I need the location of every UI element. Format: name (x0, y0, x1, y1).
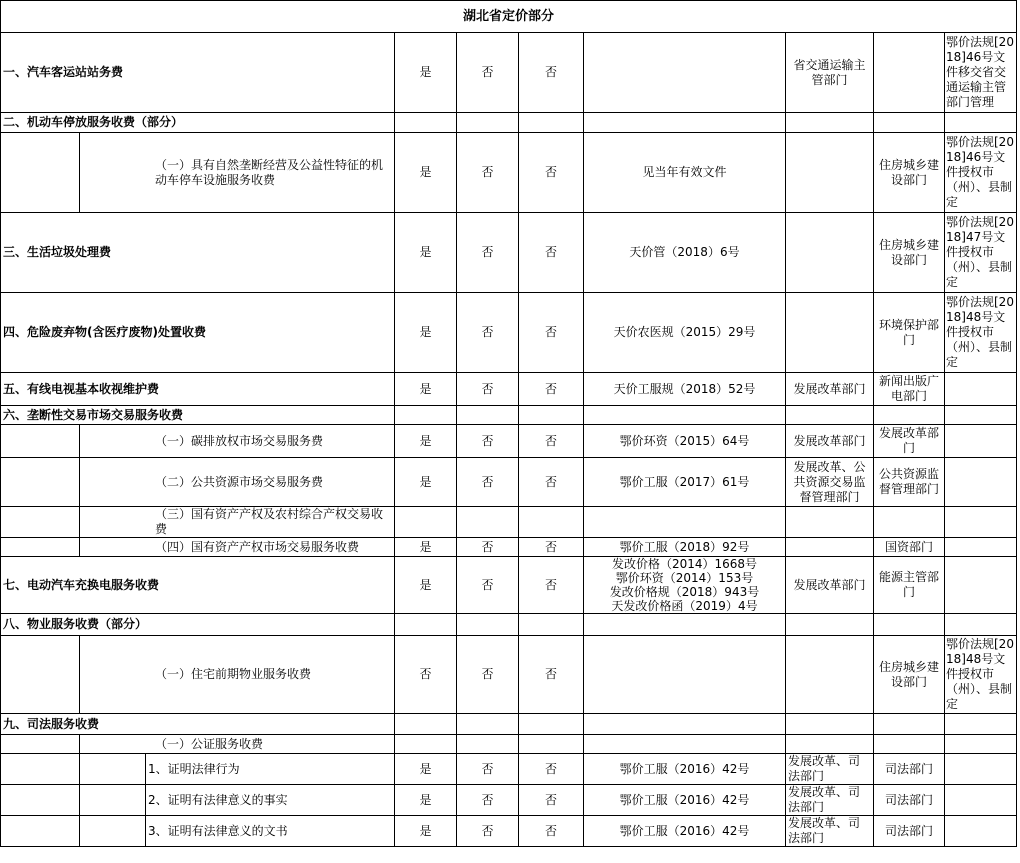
cell-col-a: 是 (395, 754, 457, 785)
item-name: （一）碳排放权市场交易服务费 (80, 425, 395, 458)
cell-document: 天价农医规（2015）29号 (584, 293, 786, 373)
table-row (1, 133, 1017, 213)
item-name: 3、证明有法律意义的文书 (146, 816, 395, 847)
cell-col-b: 否 (457, 293, 519, 373)
cell-col-a: 是 (395, 133, 457, 213)
item-name: 一、汽车客运站站务费 (1, 33, 395, 113)
cell-dept-primary: 发展改革、公共资源交易监督管理部门 (786, 458, 874, 507)
cell-basis (945, 785, 1017, 816)
cell-dept-secondary: 环境保护部门 (874, 293, 945, 373)
cell-col-c: 否 (519, 33, 584, 113)
doc-line: 天发改价格函（2019）4号 (611, 599, 758, 613)
cell-col-a: 否 (395, 636, 457, 714)
cell-document: 鄂价工服（2016）42号 (584, 816, 786, 847)
cell-dept-primary (786, 293, 874, 373)
cell-basis (945, 458, 1017, 507)
table-row (1, 406, 1017, 425)
cell-dept-primary (786, 538, 874, 557)
cell-dept-secondary: 司法部门 (874, 754, 945, 785)
cell-col-b: 否 (457, 636, 519, 714)
table-row (1, 636, 1017, 714)
cell-col-c: 否 (519, 425, 584, 458)
cell-col-a: 是 (395, 33, 457, 113)
cell-document: 天价管（2018）6号 (584, 213, 786, 293)
cell-dept-primary: 发展改革部门 (786, 425, 874, 458)
cell-col-a: 是 (395, 458, 457, 507)
cell-dept-secondary: 住房城乡建设部门 (874, 213, 945, 293)
cell-document: 鄂价工服（2018）92号 (584, 538, 786, 557)
cell-basis (945, 557, 1017, 614)
cell-col-a: 是 (395, 213, 457, 293)
item-name: （二）公共资源市场交易服务费 (80, 458, 395, 507)
item-name: 1、证明法律行为 (146, 754, 395, 785)
cell-dept-secondary: 住房城乡建设部门 (874, 636, 945, 714)
cell-col-c: 否 (519, 213, 584, 293)
cell-col-c: 否 (519, 557, 584, 614)
section-header: 八、物业服务收费（部分） (1, 614, 395, 636)
item-name: 三、生活垃圾处理费 (1, 213, 395, 293)
section-header: 六、垄断性交易市场交易服务收费 (1, 406, 395, 425)
item-name: （一）具有自然垄断经营及公益性特征的机动车停车设施服务收费 (80, 133, 395, 213)
cell-col-b: 否 (457, 33, 519, 113)
table-row (1, 614, 1017, 636)
cell-basis: 鄂价法规[2018]46号文件移交省交通运输主管部门管理 (945, 33, 1017, 113)
cell-dept-secondary: 新闻出版广电部门 (874, 373, 945, 406)
item-name: 2、证明有法律意义的事实 (146, 785, 395, 816)
cell-basis (945, 538, 1017, 557)
cell-col-a: 是 (395, 373, 457, 406)
cell-basis: 鄂价法规[2018]47号文件授权市（州）、县制定 (945, 213, 1017, 293)
cell-col-a: 是 (395, 425, 457, 458)
cell-dept-primary: 发展改革、司法部门 (786, 754, 874, 785)
table-row (1, 213, 1017, 293)
table-row (1, 425, 1017, 458)
section-header: 九、司法服务收费 (1, 714, 395, 735)
cell-dept-primary: 发展改革、司法部门 (786, 785, 874, 816)
cell-dept-secondary: 能源主管部门 (874, 557, 945, 614)
cell-dept-primary: 发展改革部门 (786, 557, 874, 614)
cell-col-b: 否 (457, 213, 519, 293)
cell-document: 鄂价工服（2017）61号 (584, 458, 786, 507)
cell-col-b: 否 (457, 816, 519, 847)
doc-line: 鄂价环资（2014）153号 (615, 571, 754, 585)
cell-document (584, 33, 786, 113)
doc-line: 发改价格（2014）1668号 (611, 557, 758, 571)
cell-col-c: 否 (519, 538, 584, 557)
item-name: （三）国有资产产权及农村综合产权交易收费 (80, 507, 395, 538)
table-title-row (1, 1, 1017, 33)
cell-basis: 鄂价法规[2018]48号文件授权市（州）、县制定 (945, 293, 1017, 373)
cell-col-c: 否 (519, 373, 584, 406)
item-name: （四）国有资产产权市场交易服务收费 (80, 538, 395, 557)
cell-col-b: 否 (457, 133, 519, 213)
cell-document (584, 557, 786, 614)
cell-col-c: 否 (519, 458, 584, 507)
subsection-header: （一）公证服务收费 (80, 735, 395, 754)
table-title: 湖北省定价部分 (1, 1, 1017, 33)
table-row (1, 714, 1017, 735)
table-row (1, 33, 1017, 113)
cell-col-a: 是 (395, 557, 457, 614)
table-row (1, 458, 1017, 507)
cell-document: 鄂价环资（2015）64号 (584, 425, 786, 458)
cell-col-b: 否 (457, 754, 519, 785)
item-name: （一）住宅前期物业服务收费 (80, 636, 395, 714)
cell-col-b: 否 (457, 458, 519, 507)
cell-document: 鄂价工服（2016）42号 (584, 785, 786, 816)
cell-col-a: 是 (395, 785, 457, 816)
item-name: 七、电动汽车充换电服务收费 (1, 557, 395, 614)
cell-col-c: 否 (519, 133, 584, 213)
cell-dept-primary: 发展改革部门 (786, 373, 874, 406)
cell-dept-primary: 发展改革、司法部门 (786, 816, 874, 847)
table-row (1, 507, 1017, 538)
item-name: 五、有线电视基本收视维护费 (1, 373, 395, 406)
cell-col-b: 否 (457, 538, 519, 557)
cell-dept-secondary: 司法部门 (874, 816, 945, 847)
cell-col-a: 是 (395, 293, 457, 373)
table-row (1, 538, 1017, 557)
cell-dept-primary: 省交通运输主管部门 (786, 33, 874, 113)
cell-dept-primary (786, 213, 874, 293)
doc-line: 发改价格规（2018）943号 (609, 585, 760, 599)
cell-col-b: 否 (457, 373, 519, 406)
table-row (1, 293, 1017, 373)
cell-basis: 鄂价法规[2018]46号文件授权市（州）、县制定 (945, 133, 1017, 213)
cell-col-b: 否 (457, 785, 519, 816)
cell-document: 见当年有效文件 (584, 133, 786, 213)
cell-dept-secondary: 公共资源监督管理部门 (874, 458, 945, 507)
cell-dept-secondary (874, 33, 945, 113)
cell-col-c: 否 (519, 785, 584, 816)
cell-document: 鄂价工服（2016）42号 (584, 754, 786, 785)
cell-col-b: 否 (457, 425, 519, 458)
cell-col-c: 否 (519, 636, 584, 714)
cell-dept-primary (786, 636, 874, 714)
cell-col-a: 是 (395, 816, 457, 847)
cell-col-c: 否 (519, 293, 584, 373)
table-row (1, 557, 1017, 614)
cell-document (584, 636, 786, 714)
cell-col-b: 否 (457, 557, 519, 614)
cell-basis (945, 754, 1017, 785)
cell-dept-primary (786, 133, 874, 213)
cell-col-c: 否 (519, 754, 584, 785)
item-name: 四、危险废弃物(含医疗废物)处置收费 (1, 293, 395, 373)
table-row (1, 373, 1017, 406)
section-header: 二、机动车停放服务收费（部分） (1, 113, 395, 133)
cell-document: 天价工服规（2018）52号 (584, 373, 786, 406)
cell-dept-secondary: 国资部门 (874, 538, 945, 557)
cell-dept-secondary: 司法部门 (874, 785, 945, 816)
cell-basis: 鄂价法规[2018]48号文件授权市（州）、县制定 (945, 636, 1017, 714)
table-row (1, 816, 1017, 847)
cell-col-c: 否 (519, 816, 584, 847)
cell-dept-secondary: 住房城乡建设部门 (874, 133, 945, 213)
cell-dept-secondary: 发展改革部门 (874, 425, 945, 458)
table-row (1, 113, 1017, 133)
cell-basis (945, 425, 1017, 458)
table-row (1, 785, 1017, 816)
cell-basis (945, 816, 1017, 847)
cell-basis (945, 373, 1017, 406)
table-row (1, 754, 1017, 785)
cell-col-a: 是 (395, 538, 457, 557)
table-row (1, 735, 1017, 754)
